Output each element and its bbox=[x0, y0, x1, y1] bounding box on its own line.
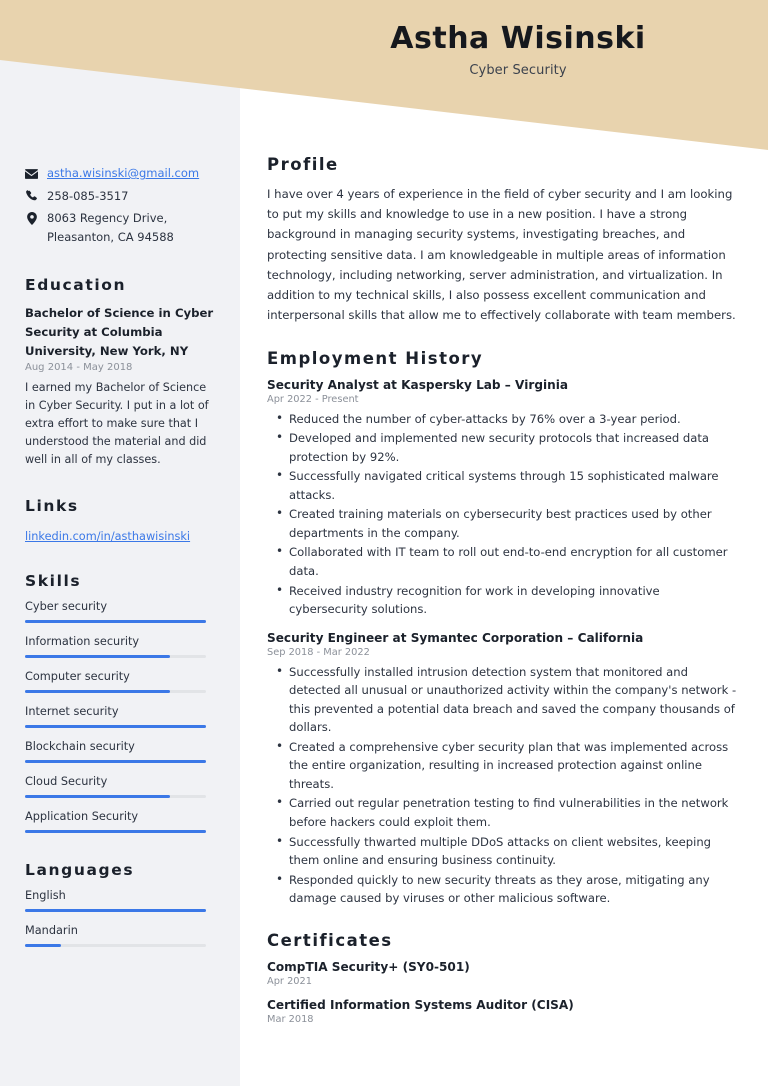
main-content bbox=[240, 0, 768, 1086]
links-section bbox=[25, 497, 216, 544]
contact-address-line1: 8063 Regency Drive, bbox=[47, 211, 168, 226]
language-bar-fill bbox=[25, 909, 206, 912]
languages-section bbox=[25, 861, 216, 947]
job-bullet: • Successfully thwarted multiple DDoS attacks on client websites, keeping them online and ensuring business continuity. bbox=[267, 833, 740, 870]
language-label: English bbox=[25, 889, 66, 903]
job-date: Sep 2018 - Mar 2022 bbox=[267, 646, 370, 658]
certificates-list bbox=[267, 960, 740, 1025]
skill-bar-fill bbox=[25, 655, 170, 658]
skill-label: Blockchain security bbox=[25, 740, 135, 754]
skill-bar-track bbox=[25, 830, 206, 833]
certificate-entry bbox=[267, 960, 740, 987]
skill-item bbox=[25, 705, 216, 728]
language-item bbox=[25, 924, 216, 947]
skill-bar-fill bbox=[25, 760, 206, 763]
job-bullet: • Developed and implemented new security protocols that increased data protection by 92%. bbox=[267, 429, 740, 466]
certificate-title: CompTIA Security+ (SY0-501) bbox=[267, 959, 470, 974]
map-pin-icon bbox=[25, 211, 38, 226]
skill-label: Information security bbox=[25, 635, 140, 649]
job-title: Security Engineer at Symantec Corporation – California bbox=[267, 630, 644, 645]
skill-bar-fill bbox=[25, 795, 170, 798]
contact-info bbox=[25, 165, 216, 246]
skill-bar-fill bbox=[25, 690, 170, 693]
skill-bar-fill bbox=[25, 830, 206, 833]
job-title: Security Analyst at Kaspersky Lab – Virginia bbox=[267, 377, 569, 392]
job-bullet: • Responded quickly to new security threats as they arose, mitigating any damage caused by viruses or other malicious software. bbox=[267, 871, 740, 908]
skill-bar-track bbox=[25, 655, 206, 658]
profile-heading: Profile bbox=[267, 155, 339, 174]
employment-section bbox=[267, 349, 740, 908]
education-description: I earned my Bachelor of Science in Cyber Security. I put in a lot of extra effort to make sure that I understood the material and did well in all of my classes. bbox=[25, 380, 209, 467]
skill-bar-fill bbox=[25, 620, 206, 623]
skill-label: Cloud Security bbox=[25, 775, 108, 789]
profile-text: I have over 4 years of experience in the field of cyber security and I am looking to put my skills and knowledge to use in a new position. I have a strong background in managing security systems, investigating breaches, and protecting sensitive data. I am knowledgeable in multiple areas of information technology, including networking, server administration, and virtualization. In addition to my technical skills, I also possess excellent communication and interpersonal skills that allow me to effectively collaborate with team members. bbox=[267, 187, 736, 323]
skills-section bbox=[25, 572, 216, 833]
job-bullet: • Carried out regular penetration testing to find vulnerabilities in the network before hackers could exploit them. bbox=[267, 794, 740, 831]
job-bullet: • Successfully navigated critical systems through 15 sophisticated malware attacks. bbox=[267, 467, 740, 504]
certificate-entry bbox=[267, 998, 740, 1025]
job-bullet: • Reduced the number of cyber-attacks by 76% over a 3-year period. bbox=[267, 410, 740, 429]
job-bullet: • Created training materials on cybersecurity best practices used by other departments in the company. bbox=[267, 505, 740, 542]
skill-bar-track bbox=[25, 795, 206, 798]
links-list bbox=[25, 525, 216, 544]
certificate-date: Mar 2018 bbox=[267, 1013, 314, 1025]
education-date: Aug 2014 - May 2018 bbox=[25, 361, 133, 373]
education-section bbox=[25, 276, 216, 470]
skills-list bbox=[25, 600, 216, 833]
skill-bar-track bbox=[25, 760, 206, 763]
phone-icon bbox=[25, 189, 38, 204]
skill-item bbox=[25, 670, 216, 693]
skills-heading: Skills bbox=[25, 572, 82, 591]
job-bullet: • Successfully installed intrusion detection system that monitored and detected all unusual or unauthorized activity within the company's network - this prevented a potential data breach and saved the company thousands of dollars. bbox=[267, 663, 740, 737]
skill-bar-track bbox=[25, 690, 206, 693]
page-title: Astha Wisinski bbox=[390, 21, 646, 56]
skill-item bbox=[25, 810, 216, 833]
skill-item bbox=[25, 600, 216, 623]
language-bar-track bbox=[25, 944, 206, 947]
languages-list bbox=[25, 889, 216, 947]
skill-bar-track bbox=[25, 620, 206, 623]
certificate-date: Apr 2021 bbox=[267, 975, 312, 987]
skill-label: Application Security bbox=[25, 810, 139, 824]
profile-section bbox=[267, 155, 740, 326]
language-bar-track bbox=[25, 909, 206, 912]
envelope-icon bbox=[25, 166, 38, 181]
language-label: Mandarin bbox=[25, 924, 78, 938]
skill-bar-track bbox=[25, 725, 206, 728]
skill-item bbox=[25, 740, 216, 763]
education-entry bbox=[25, 304, 216, 470]
languages-heading: Languages bbox=[25, 861, 135, 880]
contact-phone-row bbox=[25, 188, 216, 205]
job-bullet: • Received industry recognition for work in developing innovative cybersecurity solutions. bbox=[267, 582, 740, 619]
certificates-heading: Certificates bbox=[267, 930, 393, 950]
skill-label: Cyber security bbox=[25, 600, 108, 614]
job-bullet: • Collaborated with IT team to roll out end-to-end encryption for all customer data. bbox=[267, 543, 740, 580]
contact-address-row bbox=[25, 210, 216, 227]
certificates-section bbox=[267, 931, 740, 1025]
job-entry bbox=[267, 631, 740, 908]
sidebar bbox=[0, 0, 240, 1086]
contact-phone-value: 258-085-3517 bbox=[47, 188, 129, 203]
contact-email-row[interactable] bbox=[25, 165, 216, 182]
education-heading: Education bbox=[25, 275, 127, 294]
skill-label: Internet security bbox=[25, 705, 119, 719]
job-bullet: • Created a comprehensive cyber security plan that was implemented across the entire organization, resulting in increased protection against online threats. bbox=[267, 738, 740, 794]
header-subtitle: Cyber Security bbox=[469, 62, 567, 78]
certificate-title: Certified Information Systems Auditor (CISA) bbox=[267, 997, 574, 1012]
language-bar-fill bbox=[25, 944, 61, 947]
skill-item bbox=[25, 635, 216, 658]
education-title: Bachelor of Science in Cyber Security at Columbia University, New York, NY bbox=[25, 305, 214, 358]
job-bullet-list bbox=[267, 410, 740, 619]
job-bullet-list bbox=[267, 663, 740, 908]
contact-address-line2: Pleasanton, CA 94588 bbox=[47, 230, 174, 245]
language-item bbox=[25, 889, 216, 912]
skill-item bbox=[25, 775, 216, 798]
contact-email-link[interactable]: astha.wisinski@gmail.com bbox=[47, 166, 200, 180]
employment-heading: Employment History bbox=[267, 348, 484, 368]
skill-label: Computer security bbox=[25, 670, 130, 684]
skill-bar-fill bbox=[25, 725, 206, 728]
jobs-list bbox=[267, 378, 740, 908]
job-date: Apr 2022 - Present bbox=[267, 393, 359, 405]
link-item-linkedin[interactable]: linkedin.com/in/asthawisinski bbox=[25, 530, 191, 544]
job-entry bbox=[267, 378, 740, 619]
links-heading: Links bbox=[25, 497, 79, 516]
